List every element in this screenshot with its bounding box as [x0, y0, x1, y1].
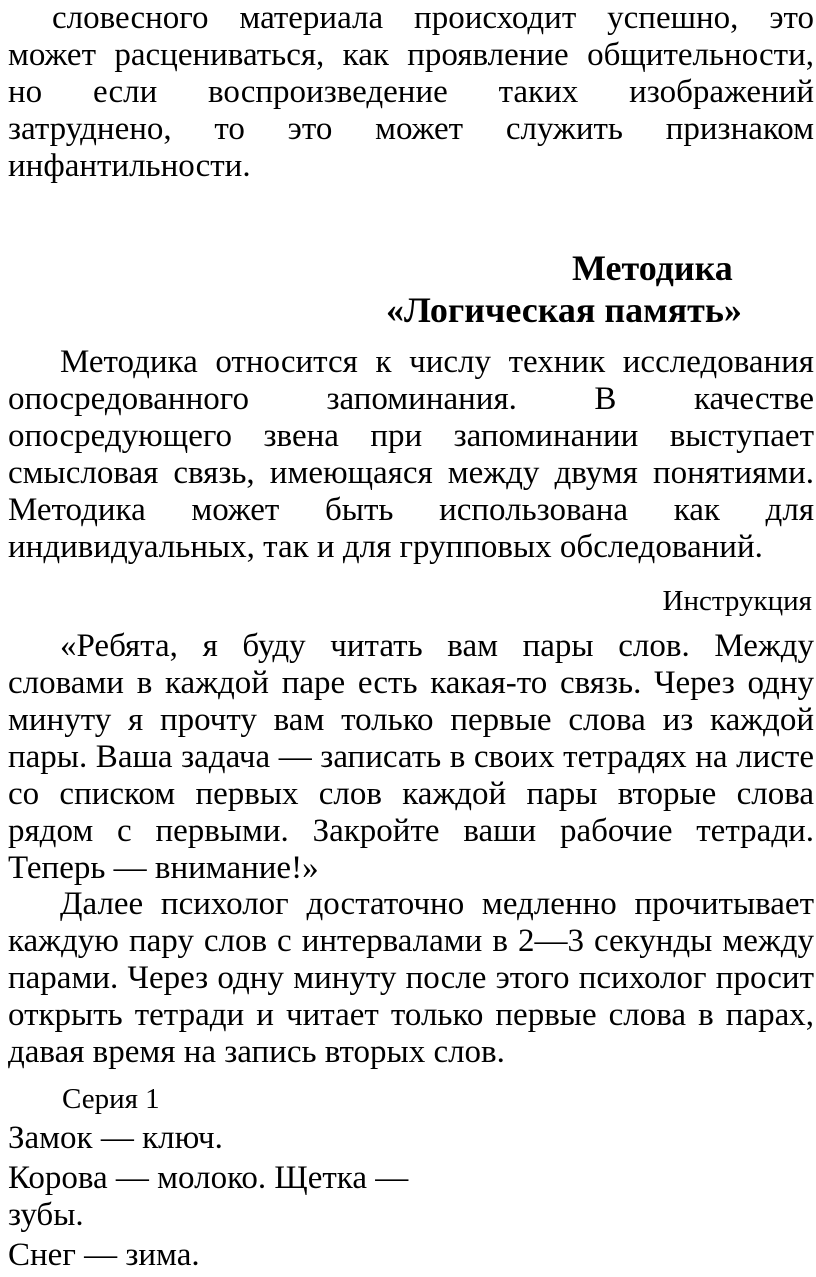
- word-pair-item: Замок — ключ.: [8, 1120, 223, 1156]
- instruction-heading: Инструкция: [662, 585, 812, 617]
- word-pair-item: Корова — молоко. Щетка — зубы.: [8, 1160, 409, 1233]
- paragraph-instruction-quote: «Ребята, я буду читать вам пары слов. Между словами в каждой паре есть какая-то связь. Через одну минуту я прочту вам только первые слова из каждой пары. Ваша задача — записать в своих тетрадях на листе со списком первых слов каждой пары вторые слова рядом с первыми. Закройте ваши рабочие тетради. Теперь — внимание!»: [8, 628, 814, 886]
- word-pair-item: Снег — зима.: [8, 1237, 200, 1273]
- paragraph-procedure: Далее психолог достаточно медленно прочитывает каждую пару слов с интервалами в 2—3 секунды между парами. Через одну минуту после этого психолог просит открыть тетради и читает только первые слова в парах, давая время на запись вторых слов.: [8, 886, 814, 1070]
- section-title-line-2: «Логическая память»: [386, 290, 742, 330]
- paragraph-continuation: словесного материала происходит успешно, это может расцениваться, как проявление общительности, но если воспроизведение таких изображений затруднено, то это может служить признаком инфантильности.: [8, 0, 814, 184]
- series-label: Серия 1: [62, 1083, 160, 1115]
- section-title-line-1: Методика: [572, 248, 733, 288]
- paragraph-method-description: Методика относится к числу техник исследования опосредованного запоминания. В качестве опосредующего звена при запоминании выступает смысловая связь, имеющаяся между двумя понятиями. Методика может быть использована как для индивидуальных, так и для групповых обследований.: [8, 344, 814, 565]
- word-pair-list: [8, 1120, 438, 1277]
